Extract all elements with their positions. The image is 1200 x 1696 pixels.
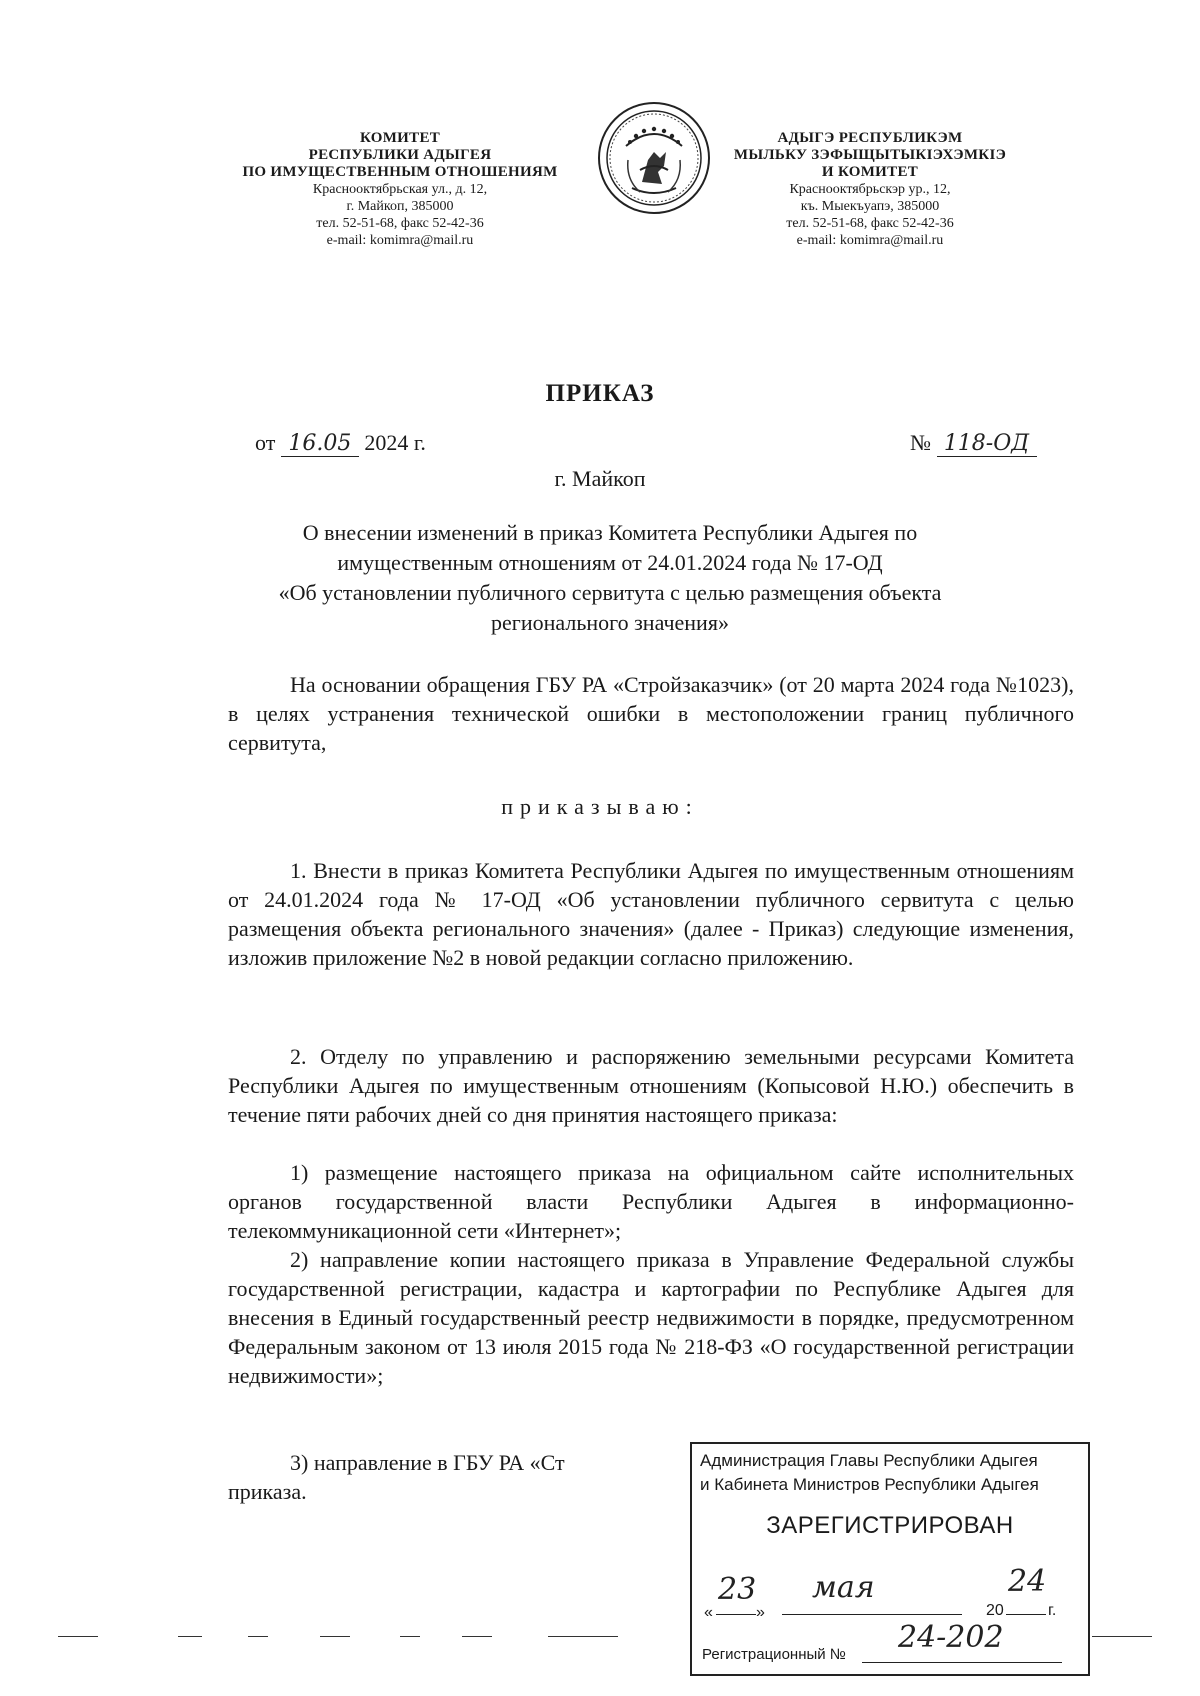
order-date-line <box>255 430 426 457</box>
subject-line4: регионального значения» <box>491 610 729 635</box>
number-handwritten: 118-ОД <box>937 431 1037 457</box>
subject-line1: О внесении изменений в приказ Комитета Республики Адыгея по <box>302 520 918 545</box>
item-1-paragraph: 1. Внести в приказ Комитета Республики Адыгея по имущественным отношениям от 24.01.2024 года № 17-ОД «Об установлении публичного сервитута с целью размещения объекта регионального значения» (далее - Приказ) следующие изменения, изложив приложение №2 в новой редакции согласно приложению. <box>228 858 1074 970</box>
order-word: приказываю: <box>501 794 699 819</box>
stamp-reg-number-handwritten: 24-202 <box>898 1620 1004 1655</box>
subitem-1-paragraph: 1) размещение настоящего приказа на официальном сайте исполнительных органов государственной власти Республики Адыгея в информационно-телекоммуникационной сети «Интернет»; <box>228 1160 1074 1243</box>
subitem-3-start: 3) направление в ГБУ РА «Ст <box>290 1450 565 1475</box>
header-right-address-line1: Краснооктябрьскэр ур., 12, <box>789 182 951 197</box>
stamp-year-suffix: г. <box>1048 1602 1057 1619</box>
header-right-email: e-mail: komimra@mail.ru <box>796 233 944 248</box>
footer-dash <box>462 1636 492 1637</box>
header-left-org-line1: КОМИТЕТ <box>359 130 441 146</box>
date-suffix: 2024 г. <box>364 430 426 455</box>
stamp-month-underline <box>782 1614 962 1615</box>
subject-line2: имущественным отношениям от 24.01.2024 года № 17-ОД <box>337 550 883 575</box>
header-right-org-line1: АДЫГЭ РЕСПУБЛИКЭМ <box>777 130 963 146</box>
stamp-day-handwritten: 23 <box>718 1572 757 1607</box>
coat-of-arms-icon <box>596 100 712 216</box>
stamp-month-handwritten: мая <box>812 1570 875 1605</box>
header-left-address-line1: Краснооктябрьская ул., д. 12, <box>312 182 488 197</box>
number-prefix: № <box>910 430 931 455</box>
subject-line3: «Об установлении публичного сервитута с целью размещения объекта <box>278 580 942 605</box>
header-right-org-line2: МЫЛЬКУ ЗЭФЫЩЫТЫКIЭХЭМКIЭ <box>733 147 1007 163</box>
footer-dash <box>178 1636 202 1637</box>
date-prefix: от <box>255 430 276 455</box>
subitem-2-paragraph: 2) направление копии настоящего приказа в Управление Федеральной службы государственной регистрации, кадастра и картографии по Республике Адыгея для внесения в Единый государственный реестр недвижимости в порядке, предусмотренном Федеральным законом от 13 июля 2015 года № 218-ФЗ «О государственной регистрации недвижимости»; <box>228 1247 1074 1388</box>
stamp-year-prefix: 20 <box>986 1602 1004 1619</box>
stamp-reg-underline <box>862 1662 1062 1663</box>
footer-dash <box>548 1636 618 1637</box>
stamp-year-underline <box>1006 1614 1046 1615</box>
header-left-org-line2: РЕСПУБЛИКИ АДЫГЕЯ <box>308 147 492 163</box>
stamp-day-underline <box>716 1614 756 1615</box>
stamp-line1: Администрация Главы Республики Адыгея <box>700 1451 1038 1470</box>
header-right-address-line2: къ. Мыекъуапэ, 385000 <box>800 199 940 214</box>
registration-stamp <box>690 1442 1090 1676</box>
header-right-block <box>720 130 1020 249</box>
header-left-org-line3: ПО ИМУЩЕСТВЕННЫМ ОТНОШЕНИЯМ <box>242 164 558 180</box>
header-left-address-line2: г. Майкоп, 385000 <box>346 199 454 214</box>
header-right-org-line3: И КОМИТЕТ <box>821 164 919 180</box>
basis-paragraph: На основании обращения ГБУ РА «Стройзаказчик» (от 20 марта 2024 года №1023), в целях устранения технической ошибки в местоположении границ публичного сервитута, <box>228 672 1074 755</box>
stamp-quote-close: » <box>756 1604 765 1621</box>
date-handwritten: 16.05 <box>281 431 359 457</box>
header-left-phone: тел. 52-51-68, факс 52-42-36 <box>316 216 484 231</box>
stamp-year-handwritten: 24 <box>1008 1564 1047 1599</box>
item-2-paragraph: 2. Отделу по управлению и распоряжению земельными ресурсами Комитета Республики Адыгея по имущественным отношениям (Копысовой Н.Ю.) обеспечить в течение пяти рабочих дней со дня принятия настоящего приказа: <box>228 1044 1074 1127</box>
footer-dash <box>400 1636 420 1637</box>
header-right-phone: тел. 52-51-68, факс 52-42-36 <box>786 216 954 231</box>
stamp-line2: и Кабинета Министров Республики Адыгея <box>700 1475 1039 1494</box>
stamp-quote-open: « <box>704 1604 713 1621</box>
header-left-block <box>215 130 585 249</box>
footer-dash <box>58 1636 98 1637</box>
footer-dash <box>320 1636 350 1637</box>
footer-dash <box>248 1636 268 1637</box>
subitem-3-end: приказа. <box>228 1479 307 1504</box>
footer-dash <box>1092 1636 1152 1637</box>
stamp-reg-label: Регистрационный № <box>702 1646 846 1663</box>
document-title: ПРИКАЗ <box>545 380 655 407</box>
header-left-email: e-mail: komimra@mail.ru <box>326 233 474 248</box>
order-subject <box>230 518 990 638</box>
stamp-registered: ЗАРЕГИСТРИРОВАН <box>766 1512 1014 1539</box>
order-number-line <box>910 430 1037 457</box>
city: г. Майкоп <box>554 466 646 491</box>
